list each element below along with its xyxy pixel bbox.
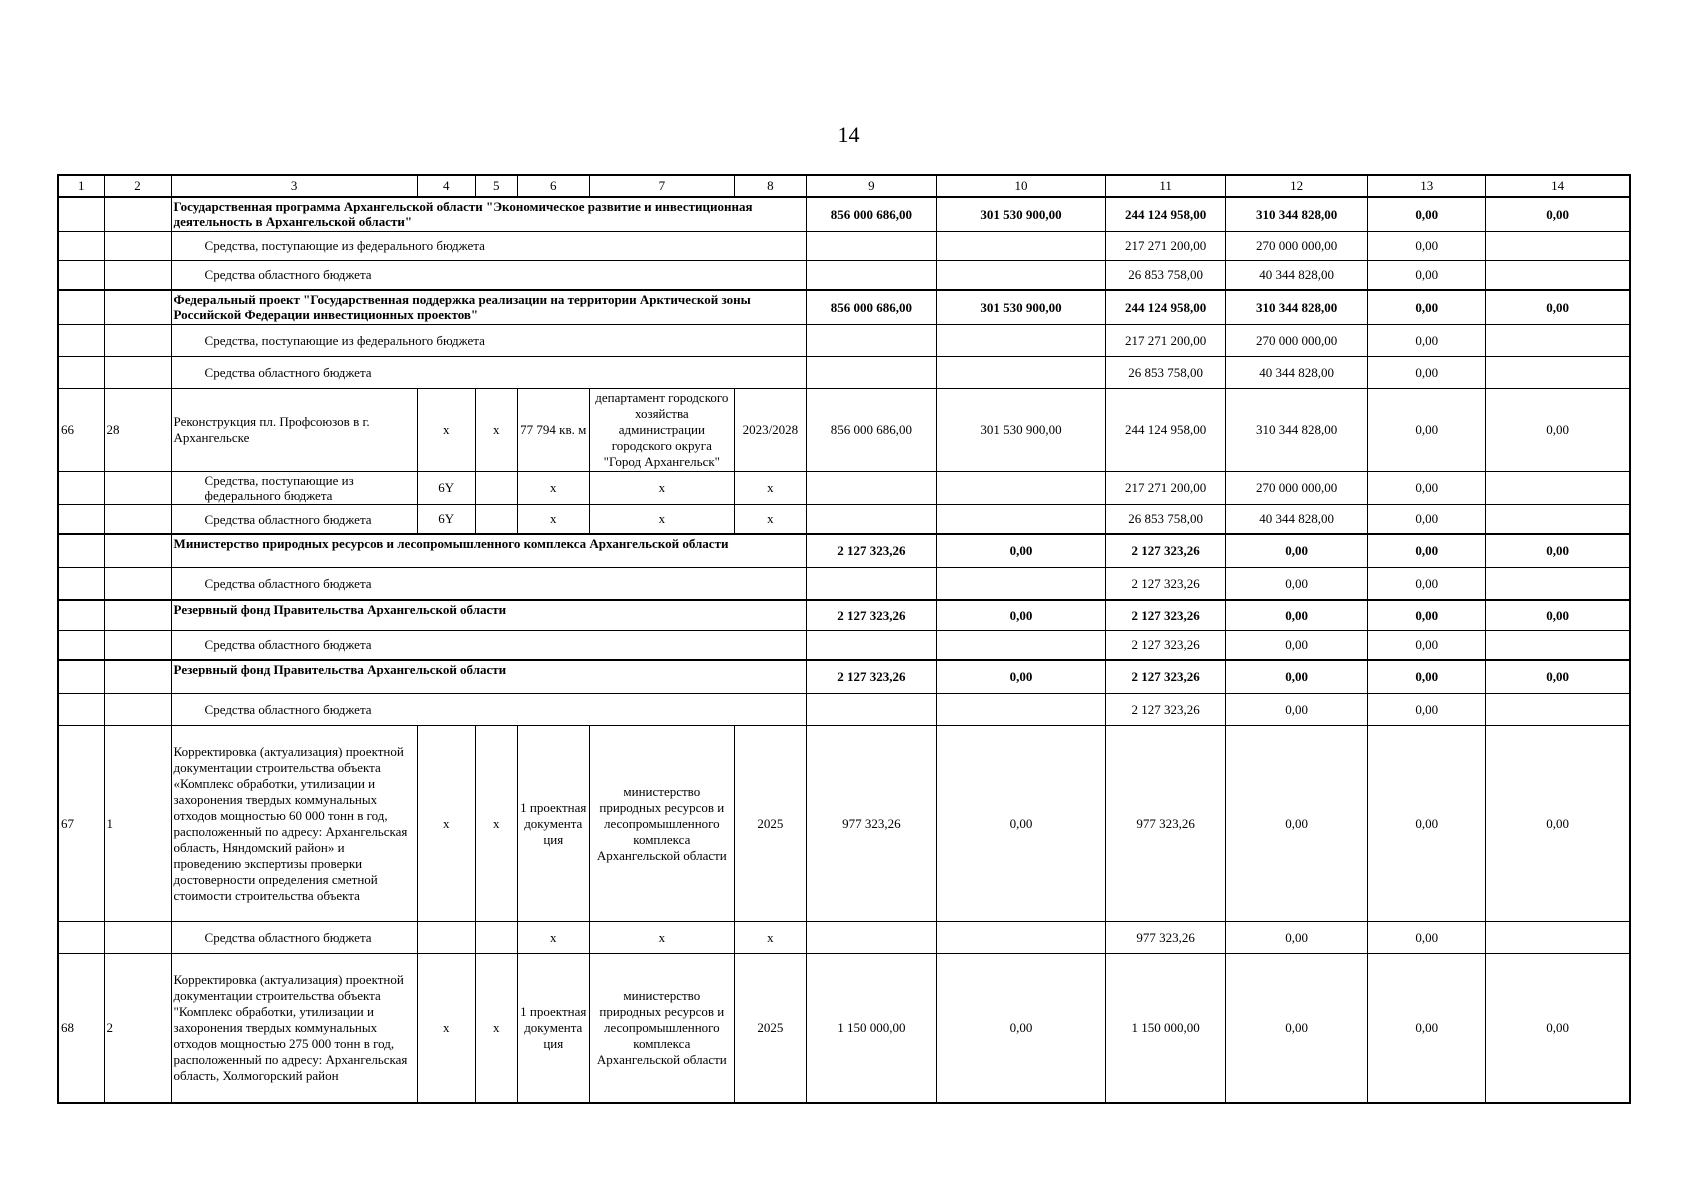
period-cell: 2025 — [734, 726, 806, 922]
table-row — [58, 325, 1630, 357]
table-row — [58, 261, 1630, 291]
cell-col10: 0,00 — [936, 600, 1105, 631]
cell-col10: 0,00 — [936, 954, 1105, 1104]
cell-col12: 0,00 — [1226, 726, 1368, 922]
table-row — [58, 954, 1630, 1104]
cell-col14: 0,00 — [1486, 290, 1630, 325]
cell-col13: 0,00 — [1368, 922, 1486, 954]
program-title: Государственная программа Архангельской области "Экономическое развитие и инвестиционная деятельность в Архангельской области" — [171, 197, 806, 232]
funding-source: Средства областного бюджета — [171, 505, 417, 535]
cell-col4: 6Y — [417, 472, 475, 505]
cell-col13: 0,00 — [1368, 357, 1486, 389]
funding-source: Средства областного бюджета — [171, 694, 806, 726]
cell-col10: 301 530 900,00 — [936, 197, 1105, 232]
column-header: 9 — [806, 175, 936, 197]
cell-col13: 0,00 — [1368, 954, 1486, 1104]
funding-source: Средства, поступающие из федерального бюджета — [171, 472, 417, 505]
table-row — [58, 197, 1630, 232]
cell-col10: 301 530 900,00 — [936, 290, 1105, 325]
object-name: Реконструкция пл. Профсоюзов в г. Архангельске — [171, 389, 417, 472]
cell-col12: 270 000 000,00 — [1226, 232, 1368, 261]
object-name: Корректировка (актуализация) проектной документации строительства объекта "Комплекс обработки, утилизации и захоронения твердых коммунальных отходов мощностью 275 000 тонн в год, расположенный по адресу: Архангельская область, Холмогорский район — [171, 954, 417, 1104]
page-number: 14 — [837, 122, 860, 147]
cell-col12: 310 344 828,00 — [1226, 197, 1368, 232]
table-row — [58, 472, 1630, 505]
cell-col10: 301 530 900,00 — [936, 389, 1105, 472]
cell-col11: 217 271 200,00 — [1106, 325, 1226, 357]
item-number: 2 — [104, 954, 171, 1104]
cell-col12: 0,00 — [1226, 660, 1368, 694]
cell-col14: 0,00 — [1486, 600, 1630, 631]
cell-col9: 1 150 000,00 — [806, 954, 936, 1104]
budget-table — [57, 174, 1631, 1104]
cell-col9: 856 000 686,00 — [806, 197, 936, 232]
table-row — [58, 922, 1630, 954]
cell-col12: 270 000 000,00 — [1226, 325, 1368, 357]
cell-col5: x — [475, 389, 517, 472]
cell-col5: x — [475, 954, 517, 1104]
reserve-fund-title: Резервный фонд Правительства Архангельской области — [171, 600, 806, 631]
cell-col11: 2 127 323,26 — [1106, 534, 1226, 568]
cell-col12: 40 344 828,00 — [1226, 357, 1368, 389]
capacity-cell: 77 794 кв. м — [517, 389, 589, 472]
cell-col6: x — [517, 472, 589, 505]
cell-col12: 0,00 — [1226, 534, 1368, 568]
cell-col12: 270 000 000,00 — [1226, 472, 1368, 505]
reserve-fund-title: Резервный фонд Правительства Архангельской области — [171, 660, 806, 694]
cell-col11: 244 124 958,00 — [1106, 197, 1226, 232]
cell-col12: 0,00 — [1226, 922, 1368, 954]
cell-col11: 977 323,26 — [1106, 726, 1226, 922]
cell-col13: 0,00 — [1368, 694, 1486, 726]
funding-source: Средства областного бюджета — [171, 261, 806, 291]
column-header: 4 — [417, 175, 475, 197]
responsible-cell: министерство природных ресурсов и лесопромышленного комплекса Архангельской области — [589, 954, 734, 1104]
cell-col8: x — [734, 505, 806, 535]
cell-col4: x — [417, 954, 475, 1104]
cell-col11: 26 853 758,00 — [1106, 505, 1226, 535]
cell-col12: 40 344 828,00 — [1226, 505, 1368, 535]
cell-col7: x — [589, 472, 734, 505]
cell-col12: 40 344 828,00 — [1226, 261, 1368, 291]
column-header: 1 — [58, 175, 104, 197]
funding-source: Средства, поступающие из федерального бюджета — [171, 325, 806, 357]
table-row — [58, 568, 1630, 601]
cell-col10: 0,00 — [936, 660, 1105, 694]
cell-col4: x — [417, 726, 475, 922]
cell-col11: 244 124 958,00 — [1106, 290, 1226, 325]
column-header: 13 — [1368, 175, 1486, 197]
column-number-row — [58, 175, 1630, 197]
cell-col12: 310 344 828,00 — [1226, 290, 1368, 325]
cell-col12: 0,00 — [1226, 631, 1368, 661]
cell-col13: 0,00 — [1368, 631, 1486, 661]
cell-col4: 6Y — [417, 505, 475, 535]
cell-col12: 0,00 — [1226, 694, 1368, 726]
cell-col13: 0,00 — [1368, 261, 1486, 291]
funding-source: Средства областного бюджета — [171, 357, 806, 389]
cell-col7: x — [589, 505, 734, 535]
cell-col12: 0,00 — [1226, 954, 1368, 1104]
cell-col14: 0,00 — [1486, 726, 1630, 922]
funding-source: Средства областного бюджета — [171, 568, 806, 601]
cell-col11: 244 124 958,00 — [1106, 389, 1226, 472]
cell-col13: 0,00 — [1368, 600, 1486, 631]
cell-col10: 0,00 — [936, 726, 1105, 922]
cell-col12: 0,00 — [1226, 600, 1368, 631]
table-row — [58, 232, 1630, 261]
table-row — [58, 505, 1630, 535]
project-title: Федеральный проект "Государственная поддержка реализации на территории Арктической зоны Российской Федерации инвестиционных проектов" — [171, 290, 806, 325]
object-name: Корректировка (актуализация) проектной документации строительства объекта «Комплекс обработки, утилизации и захоронения твердых коммунальных отходов мощностью 60 000 тонн в год, расположенный по адресу: Архангельская область, Няндомский район» и проведению экспертизы проверки достоверности определения сметной стоимости строительства объекта — [171, 726, 417, 922]
column-header: 6 — [517, 175, 589, 197]
cell-col13: 0,00 — [1368, 197, 1486, 232]
table-row — [58, 726, 1630, 922]
funding-source: Средства областного бюджета — [171, 922, 417, 954]
cell-col10: 0,00 — [936, 534, 1105, 568]
cell-col12: 310 344 828,00 — [1226, 389, 1368, 472]
cell-col6: x — [517, 505, 589, 535]
cell-col12: 0,00 — [1226, 568, 1368, 601]
cell-col14: 0,00 — [1486, 197, 1630, 232]
table-row — [58, 660, 1630, 694]
period-cell: 2023/2028 — [734, 389, 806, 472]
cell-col9: 856 000 686,00 — [806, 290, 936, 325]
column-header: 3 — [171, 175, 417, 197]
cell-col9: 977 323,26 — [806, 726, 936, 922]
cell-col13: 0,00 — [1368, 290, 1486, 325]
capacity-cell: 1 проектная документа ция — [517, 726, 589, 922]
table-row — [58, 631, 1630, 661]
cell-col13: 0,00 — [1368, 389, 1486, 472]
column-header: 14 — [1486, 175, 1630, 197]
item-number: 1 — [104, 726, 171, 922]
cell-col14: 0,00 — [1486, 954, 1630, 1104]
table-row — [58, 534, 1630, 568]
cell-col11: 2 127 323,26 — [1106, 694, 1226, 726]
cell-col14: 0,00 — [1486, 389, 1630, 472]
column-header: 2 — [104, 175, 171, 197]
cell-col11: 2 127 323,26 — [1106, 568, 1226, 601]
period-cell: 2025 — [734, 954, 806, 1104]
cell-col9: 856 000 686,00 — [806, 389, 936, 472]
cell-col5: x — [475, 726, 517, 922]
cell-col8: x — [734, 472, 806, 505]
cell-col14: 0,00 — [1486, 660, 1630, 694]
table-row — [58, 357, 1630, 389]
row-number: 67 — [58, 726, 104, 922]
table-row — [58, 694, 1630, 726]
row-number: 68 — [58, 954, 104, 1104]
column-header: 12 — [1226, 175, 1368, 197]
cell-col11: 2 127 323,26 — [1106, 600, 1226, 631]
table-row — [58, 600, 1630, 631]
column-header: 5 — [475, 175, 517, 197]
responsible-cell: департамент городского хозяйства администрации городского округа "Город Архангельск" — [589, 389, 734, 472]
cell-col13: 0,00 — [1368, 325, 1486, 357]
cell-col13: 0,00 — [1368, 472, 1486, 505]
responsible-cell: министерство природных ресурсов и лесопромышленного комплекса Архангельской области — [589, 726, 734, 922]
cell-col14: 0,00 — [1486, 534, 1630, 568]
capacity-cell: 1 проектная документа ция — [517, 954, 589, 1104]
column-header: 11 — [1106, 175, 1226, 197]
cell-col11: 1 150 000,00 — [1106, 954, 1226, 1104]
funding-source: Средства областного бюджета — [171, 631, 806, 661]
cell-col13: 0,00 — [1368, 232, 1486, 261]
cell-col11: 217 271 200,00 — [1106, 472, 1226, 505]
cell-col11: 2 127 323,26 — [1106, 631, 1226, 661]
item-number: 28 — [104, 389, 171, 472]
column-header: 8 — [734, 175, 806, 197]
cell-col11: 217 271 200,00 — [1106, 232, 1226, 261]
cell-col6: x — [517, 922, 589, 954]
cell-col4: x — [417, 389, 475, 472]
cell-col11: 26 853 758,00 — [1106, 261, 1226, 291]
cell-col7: x — [589, 922, 734, 954]
column-header: 7 — [589, 175, 734, 197]
table-row — [58, 290, 1630, 325]
cell-col9: 2 127 323,26 — [806, 600, 936, 631]
cell-col11: 26 853 758,00 — [1106, 357, 1226, 389]
funding-source: Средства, поступающие из федерального бюджета — [171, 232, 806, 261]
cell-col13: 0,00 — [1368, 534, 1486, 568]
cell-col9: 2 127 323,26 — [806, 660, 936, 694]
row-number: 66 — [58, 389, 104, 472]
column-header: 10 — [936, 175, 1105, 197]
cell-col8: x — [734, 922, 806, 954]
table-row — [58, 389, 1630, 472]
cell-col13: 0,00 — [1368, 726, 1486, 922]
cell-col13: 0,00 — [1368, 568, 1486, 601]
cell-col13: 0,00 — [1368, 660, 1486, 694]
cell-col11: 2 127 323,26 — [1106, 660, 1226, 694]
cell-col13: 0,00 — [1368, 505, 1486, 535]
cell-col9: 2 127 323,26 — [806, 534, 936, 568]
ministry-title: Министерство природных ресурсов и лесопромышленного комплекса Архангельской области — [171, 534, 806, 568]
cell-col11: 977 323,26 — [1106, 922, 1226, 954]
